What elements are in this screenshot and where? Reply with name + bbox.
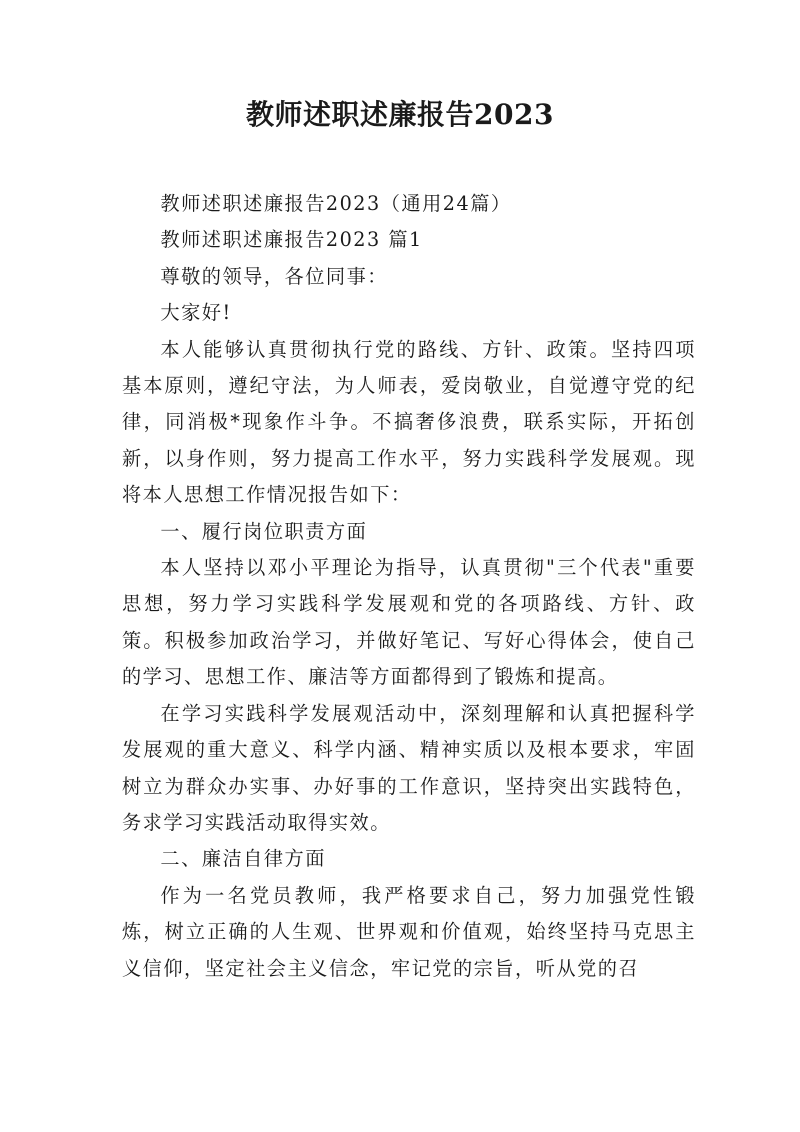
paragraph-salutation: 尊敬的领导，各位同事： [160, 264, 388, 288]
document-body [122, 186, 696, 987]
paragraph-heading-duties: 一、履行岗位职责方面 [160, 519, 368, 543]
paragraph-duties-1: 本人坚持以邓小平理论为指导，认真贯彻"三个代表"重要思想，努力学习实践科学发展观和党的各项路线、方针、政策。积极参加政治学习，并做好笔记、写好心得体会，使自己的学习、思想工作、廉洁等方面都得到了锻炼和提高。 [122, 556, 696, 689]
paragraph-intro: 本人能够认真贯彻执行党的路线、方针、政策。坚持四项基本原则，遵纪守法，为人师表，爱岗敬业，自觉遵守党的纪律，同消极*现象作斗争。不搞奢侈浪费，联系实际，开拓创新，以身作则，努力提高工作水平，努力实践科学发展观。现将本人思想工作情况报告如下： [122, 337, 696, 507]
paragraph-integrity-1: 作为一名党员教师，我严格要求自己，努力加强党性锻炼，树立正确的人生观、世界观和价值观，始终坚持马克思主义信仰，坚定社会主义信念，牢记党的宗旨，听从党的召 [122, 883, 696, 980]
paragraph-duties-2: 在学习实践科学发展观活动中，深刻理解和认真把握科学发展观的重大意义、科学内涵、精神实质以及根本要求，牢固树立为群众办实事、办好事的工作意识，坚持突出实践特色，务求学习实践活动取得实效。 [122, 701, 696, 834]
paragraph-subtitle: 教师述职述廉报告2023（通用24篇） [160, 192, 512, 215]
paragraph-heading-integrity: 二、廉洁自律方面 [160, 847, 326, 871]
paragraph-section-heading: 教师述职述廉报告2023 篇1 [160, 228, 423, 252]
document-title: 教师述职述廉报告2023 [246, 98, 554, 131]
paragraph-greeting: 大家好! [160, 301, 232, 325]
